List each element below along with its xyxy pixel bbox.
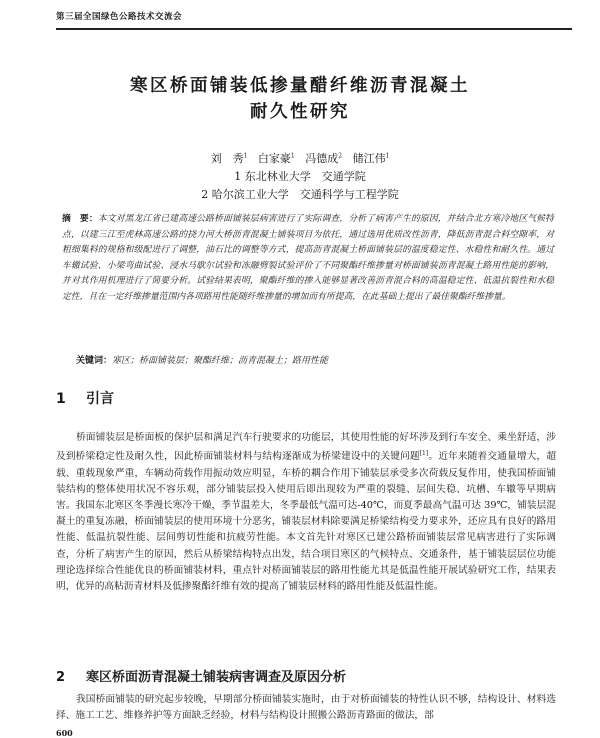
section-2-paragraph: 我国桥面铺装的研究起步较晚，早期部分桥面铺装实施时，由于对桥面铺装的特性认识不够，结构设计、材料选择、施工工艺、维修养护等方面缺乏经验，材料与结构设计照搬公路沥青路面的做法，部	[56, 694, 556, 722]
section-number: 2	[56, 670, 66, 685]
author-affiliation-mark: 1	[243, 152, 248, 160]
author-name: 储江伟	[352, 152, 386, 165]
author-name: 刘 秀	[210, 152, 244, 165]
keywords	[76, 353, 328, 366]
running-header: 第三届全国绿色公路技术交流会	[56, 12, 183, 22]
author-affiliation-mark: 1	[290, 152, 295, 160]
keywords-label: 关键词：	[76, 356, 113, 366]
author-affiliation-mark: 1	[385, 152, 390, 160]
keywords-text: 寒区；桥面铺装层；聚酯纤维；沥青混凝土；路用性能	[112, 356, 329, 366]
citation-marker: [1]	[419, 450, 429, 458]
author-name: 冯德成	[305, 152, 339, 165]
affiliation-1: 1 东北林业大学 交通学院	[234, 170, 366, 183]
section-title: 引言	[86, 391, 114, 407]
section-title: 寒区桥面沥青混凝土铺装病害调查及原因分析	[86, 670, 347, 685]
introduction-paragraph: 桥面铺装层是桥面板的保护层和满足汽车行驶要求的功能层，其使用性能的好坏涉及到行车安全、乘坐舒适，涉及到桥梁稳定性及耐久性，因此桥面铺装材料与结构逐渐成为桥梁建设中的关键问题[1]。近年来随着交通量增大，超载、重载现象严重，车辆动荷载作用振动效应明显，车桥的耦合作用下铺装层承受多次荷载反复作用，使我国桥面铺装结构的整体使用状况不容乐观，部分铺装层投入使用后即出现较为严重的裂缝、层间失稳、坑槽、车辙等早期病害。我国东北寒区冬季漫长寒冷干燥，季节温差大，冬季最低气温可达-40℃，而夏季最高气温可达 39℃，铺装层混凝土的重复冻融，桥面铺装层的使用环境十分恶劣，铺装层材料除要满足桥梁结构受力要求外，还应具有良好的路用性能、低温抗裂性能、层间剪切性能和抗疲劳性能。本文首先针对寒区已建公路桥面铺装层常见病害进行了实际调查，分析了病害产生的原因，然后从桥梁结构特点出发，结合项目寒区的气候特点、交通条件，基于铺装层层位功能理论选择综合性能优良的桥面铺装材料，重点针对桥面铺装层的路用性能尤其是低温性能开展试验研究工作，结果表明，优异的高粘沥青材料及低掺聚酯纤维有效的提高了铺装层材料的路用性能及低温性能。	[56, 432, 557, 593]
abstract-label: 摘 要：	[62, 214, 98, 224]
section-heading-damage-survey	[56, 666, 346, 685]
page-number: 600	[56, 728, 73, 738]
author-name: 白家豪	[257, 152, 291, 165]
abstract	[62, 212, 554, 306]
affiliation-2: 2 哈尔滨工业大学 交通科学与工程学院	[201, 188, 399, 201]
section-number: 1	[56, 391, 66, 407]
paper-title-line-2: 耐久性研究	[250, 102, 350, 122]
author-affiliation-mark: 2	[338, 152, 343, 160]
paper-title-line-1: 寒区桥面铺装低掺量醋纤维沥青混凝土	[130, 76, 470, 96]
section-heading-introduction	[56, 388, 114, 408]
author-list	[0, 150, 600, 166]
abstract-text: 本文对黑龙江省已建高速公路桥面铺装层病害进行了实际调查，分析了病害产生的原因，并结合北方寒冷地区气候特点，以建三江至虎林高速公路的挠力河大桥沥青混凝土铺装项目为依托，通过选用优质改性沥青，降低沥青混合料空隙率，对粗细集料的规格和级配进行了调整，油石比的调整等方式，提高沥青混凝土桥面铺装层的温度稳定性、水稳性和耐久性。通过车辙试验、小梁弯曲试验、浸水马歇尔试验和冻融劈裂试验评价了不同聚酯纤维掺量对桥面铺装沥青混凝土路用性能的影响，并对其作用机理进行了简要分析。试验结果表明，聚酯纤维的掺入能够显著改善沥青混合料的高温稳定性、低温抗裂性和水稳定性，且在一定纤维掺量范围内各项路用性能随纤维掺量的增加而有所提高，在此基础上提出了最佳聚酯纤维掺量。	[62, 214, 554, 302]
header-rule	[56, 28, 572, 30]
